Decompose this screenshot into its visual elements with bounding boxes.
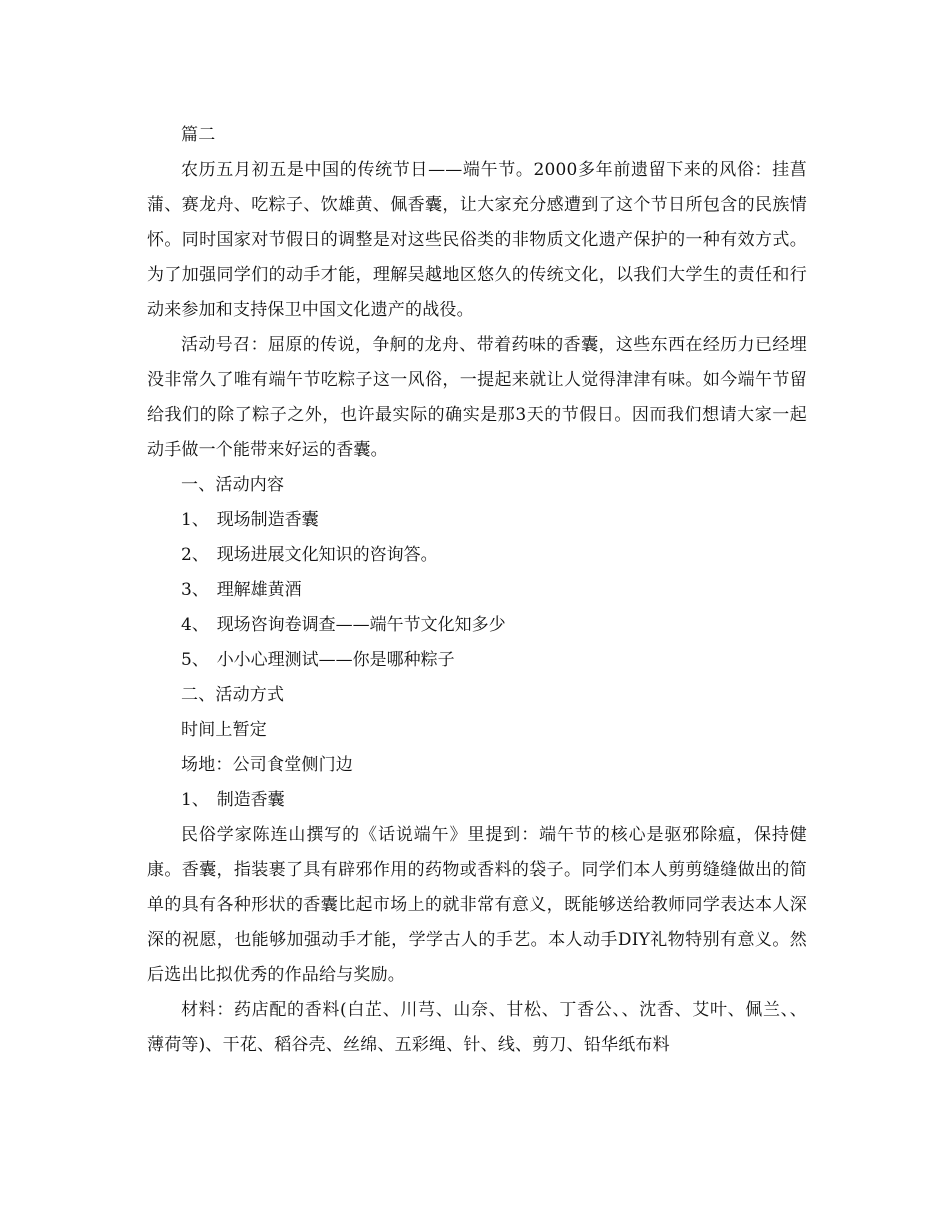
method-item: [147, 783, 807, 818]
activity-item: [147, 643, 807, 678]
section-heading: 篇二: [181, 125, 216, 145]
method-item-text: 制造香囊: [216, 790, 285, 810]
document-body: [147, 118, 807, 1063]
folklore-paragraph: 民俗学家陈连山撰写的《话说端午》里提到：端午节的核心是驱邪除瘟，保持健康。香囊，指装裹了具有辟邪作用的药物或香料的袋子。同学们本人剪剪缝缝做出的简单的具有各种形状的香囊比起市场上的就非常有意义，既能够送给教师同学表达本人深深的祝愿，也能够加强动手才能，学学古人的手艺。本人动手DIY礼物特别有意义。然后选出比拟优秀的作品给与奖励。: [147, 825, 807, 985]
activity-item-number: 3、: [181, 580, 209, 600]
activity-item: [147, 608, 807, 643]
activity-item: [147, 503, 807, 538]
activity-item: [147, 573, 807, 608]
activity-venue: 场地：公司食堂侧门边: [181, 755, 353, 775]
activity-method-title: 二、活动方式: [181, 685, 285, 705]
activity-item-text: 现场制造香囊: [216, 510, 319, 530]
activity-item-number: 5、: [181, 650, 209, 670]
intro-paragraph: 农历五月初五是中国的传统节日——端午节。2000多年前遗留下来的风俗：挂菖蒲、赛龙舟、吃粽子、饮雄黄、佩香囊，让大家充分感遭到了这个节日所包含的民族情怀。同时国家对节假日的调整是对这些民俗类的非物质文化遗产保护的一种有效方式。为了加强同学们的动手才能，理解吴越地区悠久的传统文化，以我们大学生的责任和行动来参加和支持保卫中国文化遗产的战役。: [147, 160, 807, 320]
slogan-paragraph: 活动号召：屈原的传说，争舸的龙舟、带着药味的香囊，这些东西在经历力已经埋没非常久了唯有端午节吃粽子这一风俗，一提起来就让人觉得津津有味。如今端午节留给我们的除了粽子之外，也许最实际的确实是那3天的节假日。因而我们想请大家一起动手做一个能带来好运的香囊。: [147, 335, 807, 460]
activity-item-number: 1、: [181, 510, 209, 530]
activity-item-number: 2、: [181, 545, 209, 565]
activity-item-text: 小小心理测试——你是哪种粽子: [216, 650, 455, 670]
activity-item-text: 理解雄黄酒: [216, 580, 302, 600]
activity-item-text: 现场进展文化知识的咨询答。: [216, 545, 438, 565]
activity-item-text: 现场咨询卷调查——端午节文化知多少: [216, 615, 506, 635]
materials-paragraph: 材料：药店配的香料(白芷、川芎、山奈、甘松、丁香公、、沈香、艾叶、佩兰、、薄荷等)、干花、稻谷壳、丝绵、五彩绳、针、线、剪刀、铅华纸布料: [147, 1000, 807, 1055]
activity-time: 时间上暂定: [181, 720, 267, 740]
method-item-number: 1、: [181, 790, 209, 810]
activity-item: [147, 538, 807, 573]
activity-item-number: 4、: [181, 615, 209, 635]
activity-content-title: 一、活动内容: [181, 475, 285, 495]
